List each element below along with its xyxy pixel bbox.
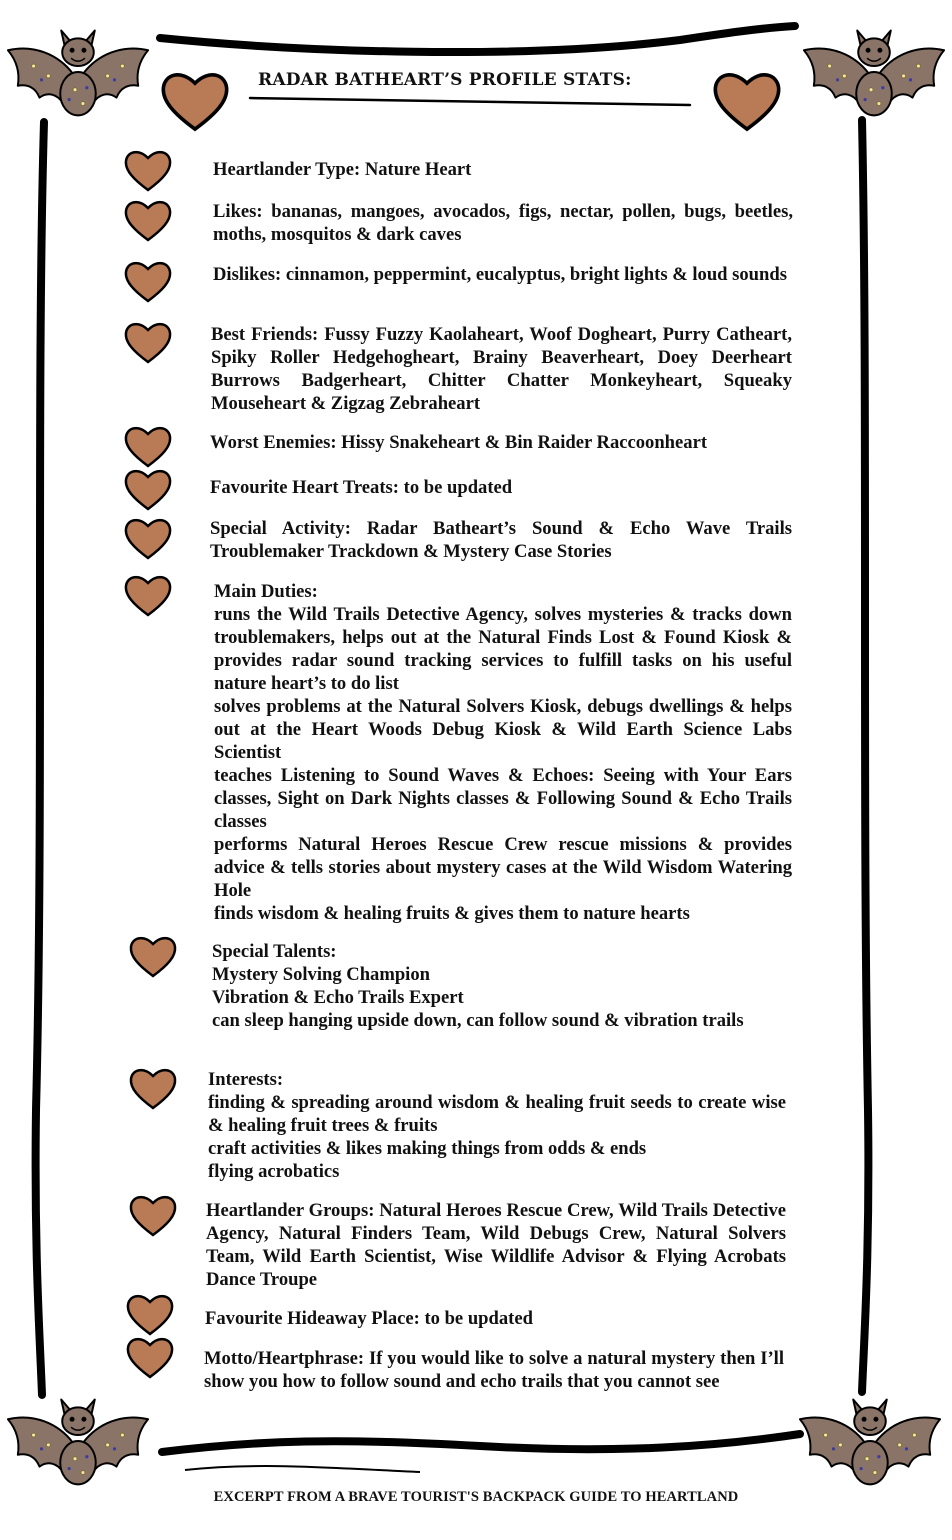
treats-text: Favourite Heart Treats: to be updated — [210, 477, 513, 498]
bat-top-right-icon — [800, 14, 948, 124]
special-activity-entry — [210, 517, 792, 563]
main-duties-item: finds wisdom & healing fruits & gives them to nature hearts — [214, 903, 690, 924]
bullet-heart-icon — [120, 196, 176, 242]
footer-caption: EXCERPT FROM A BRAVE TOURIST'S BACKPACK GUIDE TO HEARTLAND — [213, 1489, 739, 1505]
bullet-heart-icon — [125, 932, 181, 978]
special-talents-item: Vibration & Echo Trails Expert — [212, 987, 464, 1008]
interests-item: finding & spreading around wisdom & healing fruit seeds to create wise & healing fruit trees & fruits — [208, 1092, 786, 1136]
title-heart-left-icon — [155, 66, 235, 132]
special-talents-item: can sleep hanging upside down, can follow sound & vibration trails — [212, 1010, 744, 1031]
bullet-heart-icon — [125, 1191, 181, 1237]
bullet-heart-icon — [120, 257, 176, 303]
title-heart-right-icon — [707, 66, 787, 132]
motto-entry — [204, 1347, 784, 1393]
groups-text: Heartlander Groups: Natural Heroes Rescue Crew, Wild Trails Detective Agency, Natural Finders Team, Wild Debugs Crew, Natural Solvers Team, Wild Earth Scientist, Wise Wildlife Advisor & Flying Acrobats Dance Troupe — [206, 1200, 786, 1290]
main-duties-entry — [214, 580, 792, 925]
bullet-heart-icon — [120, 465, 176, 511]
main-duties-item: solves problems at the Natural Solvers Kiosk, debugs dwellings & helps out at the Heart Woods Debug Kiosk & Wild Earth Science Labs Scientist — [214, 696, 792, 763]
likes-entry — [213, 200, 793, 246]
bat-top-left-icon — [4, 14, 152, 124]
heartlander-type-entry — [213, 158, 793, 181]
special-activity-text: Special Activity: Radar Batheart’s Sound & Echo Wave Trails Troublemaker Trackdown & Mystery Case Stories — [210, 518, 792, 562]
bullet-heart-icon — [125, 1064, 181, 1110]
bullet-heart-icon — [120, 146, 176, 192]
page-title: RADAR BATHEART’S PROFILE STATS: — [258, 70, 632, 90]
main-duties-heading: Main Duties: — [214, 581, 318, 602]
interests-heading: Interests: — [208, 1069, 284, 1090]
worst-enemies-text: Worst Enemies: Hissy Snakeheart & Bin Raider Raccoonheart — [210, 432, 708, 453]
hideaway-entry — [205, 1307, 785, 1330]
treats-entry — [210, 476, 792, 499]
motto-text: Motto/Heartphrase: If you would like to solve a natural mystery then I’ll show you how to follow sound and echo trails that you cannot see — [204, 1348, 784, 1392]
interests-item: flying acrobatics — [208, 1161, 340, 1182]
groups-entry — [206, 1199, 786, 1291]
bat-bottom-left-icon — [4, 1383, 152, 1493]
worst-enemies-entry — [210, 431, 792, 454]
right-border-line — [862, 120, 868, 1392]
special-talents-heading: Special Talents: — [212, 941, 337, 962]
best-friends-text: Best Friends: Fussy Fuzzy Kaolaheart, Woof Dogheart, Purry Catheart, Spiky Roller Hedgehogheart, Brainy Beaverheart, Doey Deerheart Burrows Badgerheart, Chitter Chatter Monkeyheart, Squeaky Mouseheart & Zigzag Zebraheart — [211, 324, 792, 414]
main-duties-item: teaches Listening to Sound Waves & Echoes: Seeing with Your Ears classes, Sight on Dark Nights classes & Following Sound & Echo Trails classes — [214, 765, 792, 832]
interests-entry — [208, 1068, 786, 1183]
bottom-border-line — [162, 1434, 800, 1452]
best-friends-entry — [211, 323, 792, 415]
likes-text: Likes: bananas, mangoes, avocados, figs, nectar, pollen, bugs, beetles, moths, mosquitos & dark caves — [213, 201, 793, 245]
dislikes-entry — [213, 263, 793, 286]
left-border-line — [36, 122, 44, 1395]
bullet-heart-icon — [120, 571, 176, 617]
bullet-heart-icon — [120, 318, 176, 364]
main-duties-item: runs the Wild Trails Detective Agency, solves mysteries & tracks down troublemakers, helps out at the Natural Finds Lost & Found Kiosk & provides radar sound tracking services to fulfill tasks on his useful nature heart’s to do list — [214, 604, 792, 694]
special-talents-entry — [212, 940, 792, 1032]
top-border-line — [160, 26, 795, 52]
dislikes-text: Dislikes: cinnamon, peppermint, eucalyptus, bright lights & loud sounds — [213, 264, 787, 285]
interests-item: craft activities & likes making things from odds & ends — [208, 1138, 647, 1159]
hideaway-text: Favourite Hideaway Place: to be updated — [205, 1308, 533, 1329]
bat-bottom-right-icon — [796, 1383, 944, 1493]
heartlander-type-text: Heartlander Type: Nature Heart — [213, 159, 472, 180]
title-underline — [250, 98, 690, 105]
bullet-heart-icon — [120, 422, 176, 468]
bullet-heart-icon — [122, 1333, 178, 1379]
special-talents-item: Mystery Solving Champion — [212, 964, 430, 985]
main-duties-item: performs Natural Heroes Rescue Crew rescue missions & provides advice & tells stories about mystery cases at the Wild Wisdom Watering Hole — [214, 834, 792, 901]
bullet-heart-icon — [120, 514, 176, 560]
bullet-heart-icon — [122, 1290, 178, 1336]
